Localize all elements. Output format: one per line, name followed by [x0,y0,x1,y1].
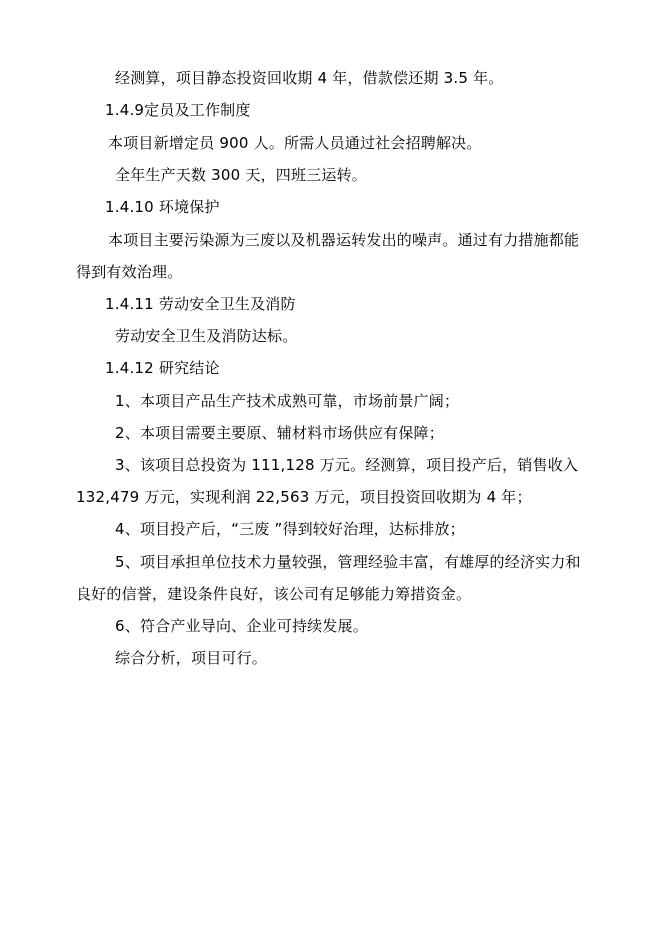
section-heading-conclusion: 1.4.12 研究结论 [105,359,220,377]
section-heading-safety: 1.4.11 劳动安全卫生及消防 [105,295,296,313]
conclusion-item-5-continued: 良好的信誉，建设条件良好，该公司有足够能力筹措资金。 [76,585,472,603]
conclusion-item-3-continued: 132,479 万元，实现利润 22,563 万元，项目投资回收期为 4 年； [76,488,532,506]
conclusion-item-4: 4、项目投产后，“三废 ”得到较好治理，达标排放； [115,520,465,538]
paragraph-payback-period: 经测算，项目静态投资回收期 4 年，借款偿还期 3.5 年。 [115,69,504,87]
paragraph-pollution-continued: 得到有效治理。 [76,263,183,281]
conclusion-item-1: 1、本项目产品生产技术成熟可靠，市场前景广阔； [115,392,460,410]
paragraph-pollution: 本项目主要污染源为三废以及机器运转发出的噪声。通过有力措施都能 [108,231,580,249]
paragraph-safety: 劳动安全卫生及消防达标。 [115,327,298,345]
conclusion-item-3: 3、该项目总投资为 111,128 万元。经测算，项目投产后，销售收入 [115,456,579,474]
conclusion-item-2: 2、本项目需要主要原、辅材料市场供应有保障； [115,424,444,442]
paragraph-overall-analysis: 综合分析，项目可行。 [115,649,268,667]
conclusion-item-6: 6、符合产业导向、企业可持续发展。 [115,617,368,635]
paragraph-production-days: 全年生产天数 300 天，四班三运转。 [115,166,367,184]
section-heading-staffing: 1.4.9定员及工作制度 [105,101,251,119]
section-heading-environment: 1.4.10 环境保护 [105,198,220,216]
paragraph-new-staff: 本项目新增定员 900 人。所需人员通过社会招聘解决。 [108,134,482,152]
conclusion-item-5: 5、项目承担单位技术力量较强，管理经验丰富，有雄厚的经济实力和 [115,553,581,571]
